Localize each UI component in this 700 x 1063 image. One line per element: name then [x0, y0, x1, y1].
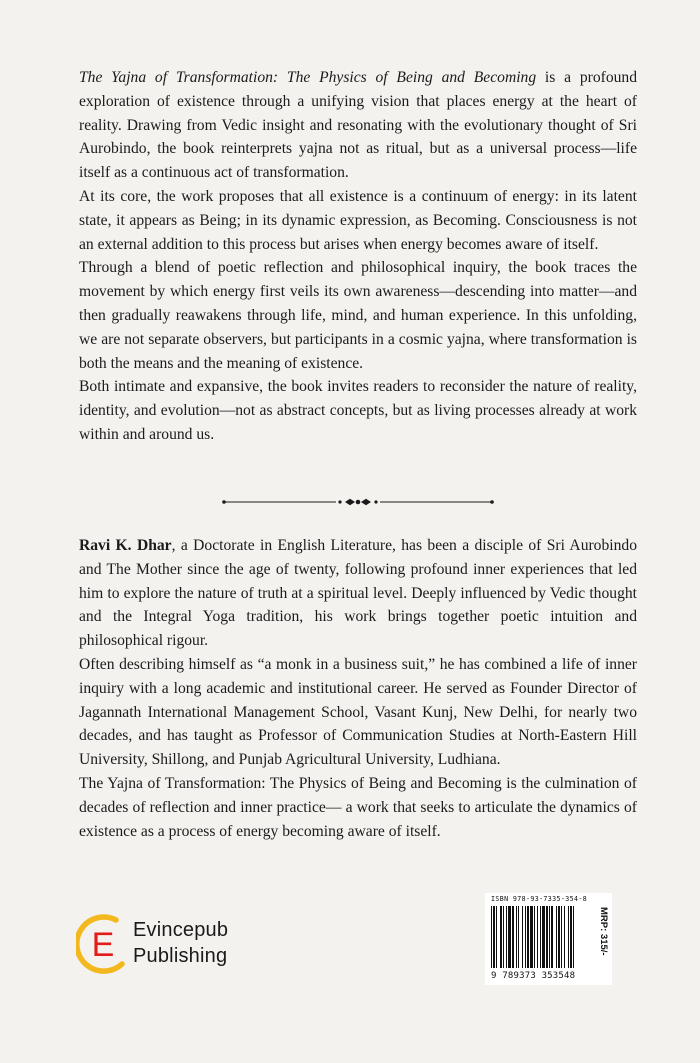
blurb-paragraph-2: At its core, the work proposes that all existence is a continuum of energy: in its latent state, it appears as Being; in its dynamic expression, as Becoming. Consciousness is not an external addition to this process but arises when energy becomes aware of itself.	[79, 187, 637, 253]
blurb-paragraph-3: Through a blend of poetic reflection and philosophical inquiry, the book traces the movement by which energy first veils its own awareness—descending into matter—and then gradually reawakens through life, mind, and human experience. In this unfolding, we are not separate observers, but participants in a cosmic yajna, where transformation is both the means and the meaning of existence.	[79, 259, 637, 372]
publisher-name-line2: Publishing	[133, 945, 228, 967]
logo-letter: E	[91, 926, 115, 964]
price-label: MRP: 315/-	[598, 907, 609, 956]
bio-paragraph-3: The Yajna of Transformation: The Physics of Being and Becoming is the culmination of decades of reflection and inner practice— a work that seeks to articulate the dynamics of existence as a process of energy becoming aware of itself.	[79, 774, 637, 840]
isbn-label: ISBN 978-93-7335-354-8	[491, 895, 588, 903]
blurb-paragraph-1	[79, 66, 637, 185]
bio-paragraph-2: Often describing himself as “a monk in a business suit,” he has combined a life of inner inquiry with a long academic and institutional career. He served as Founder Director of Jagannath International Management School, Vasant Kunj, New Delhi, for nearly two decades, and has taught as Professor of Communication Studies at North-Eastern Hill University, Shillong, and Punjab Agricultural University, Ludhiana.	[79, 655, 637, 769]
barcode-digits: 9 789373 353548	[491, 971, 576, 981]
barcode-bars	[491, 906, 588, 968]
isbn-barcode	[485, 893, 612, 985]
publisher-logo-mark	[76, 912, 132, 978]
publisher-name-line1: Evincepub	[133, 919, 229, 941]
author-bio	[79, 534, 637, 843]
blurb-paragraph-4: Both intimate and expansive, the book invites readers to reconsider the nature of reality, identity, and evolution—not as abstract concepts, but as living processes already at work within and around us.	[79, 378, 637, 443]
book-blurb	[79, 66, 637, 447]
publisher-logo	[76, 910, 276, 980]
author-name: Ravi K. Dhar	[79, 537, 172, 554]
book-title: The Yajna of Transformation: The Physics of Being and Becoming	[79, 69, 537, 86]
blurb-paragraph-1-text: is a profound exploration of existence through a unifying vision that places energy at the heart of reality. Drawing from Vedic insight and resonating with the evolutionary thought of Sri Aurobindo, the book reinterprets yajna not as ritual, but as a universal process—life itself as a continuous act of transformation.	[79, 69, 638, 182]
bio-paragraph-1	[79, 534, 637, 653]
bio-paragraph-1-text: , a Doctorate in English Literature, has been a disciple of Sri Aurobindo and The Mother since the age of twenty, following profound inner experiences that led him to explore the nature of truth at a spiritual level. Deeply influenced by Vedic thought and the Integral Yoga tradition, his work brings together poetic intuition and philosophical rigour.	[79, 537, 637, 650]
ornamental-divider	[222, 497, 494, 507]
